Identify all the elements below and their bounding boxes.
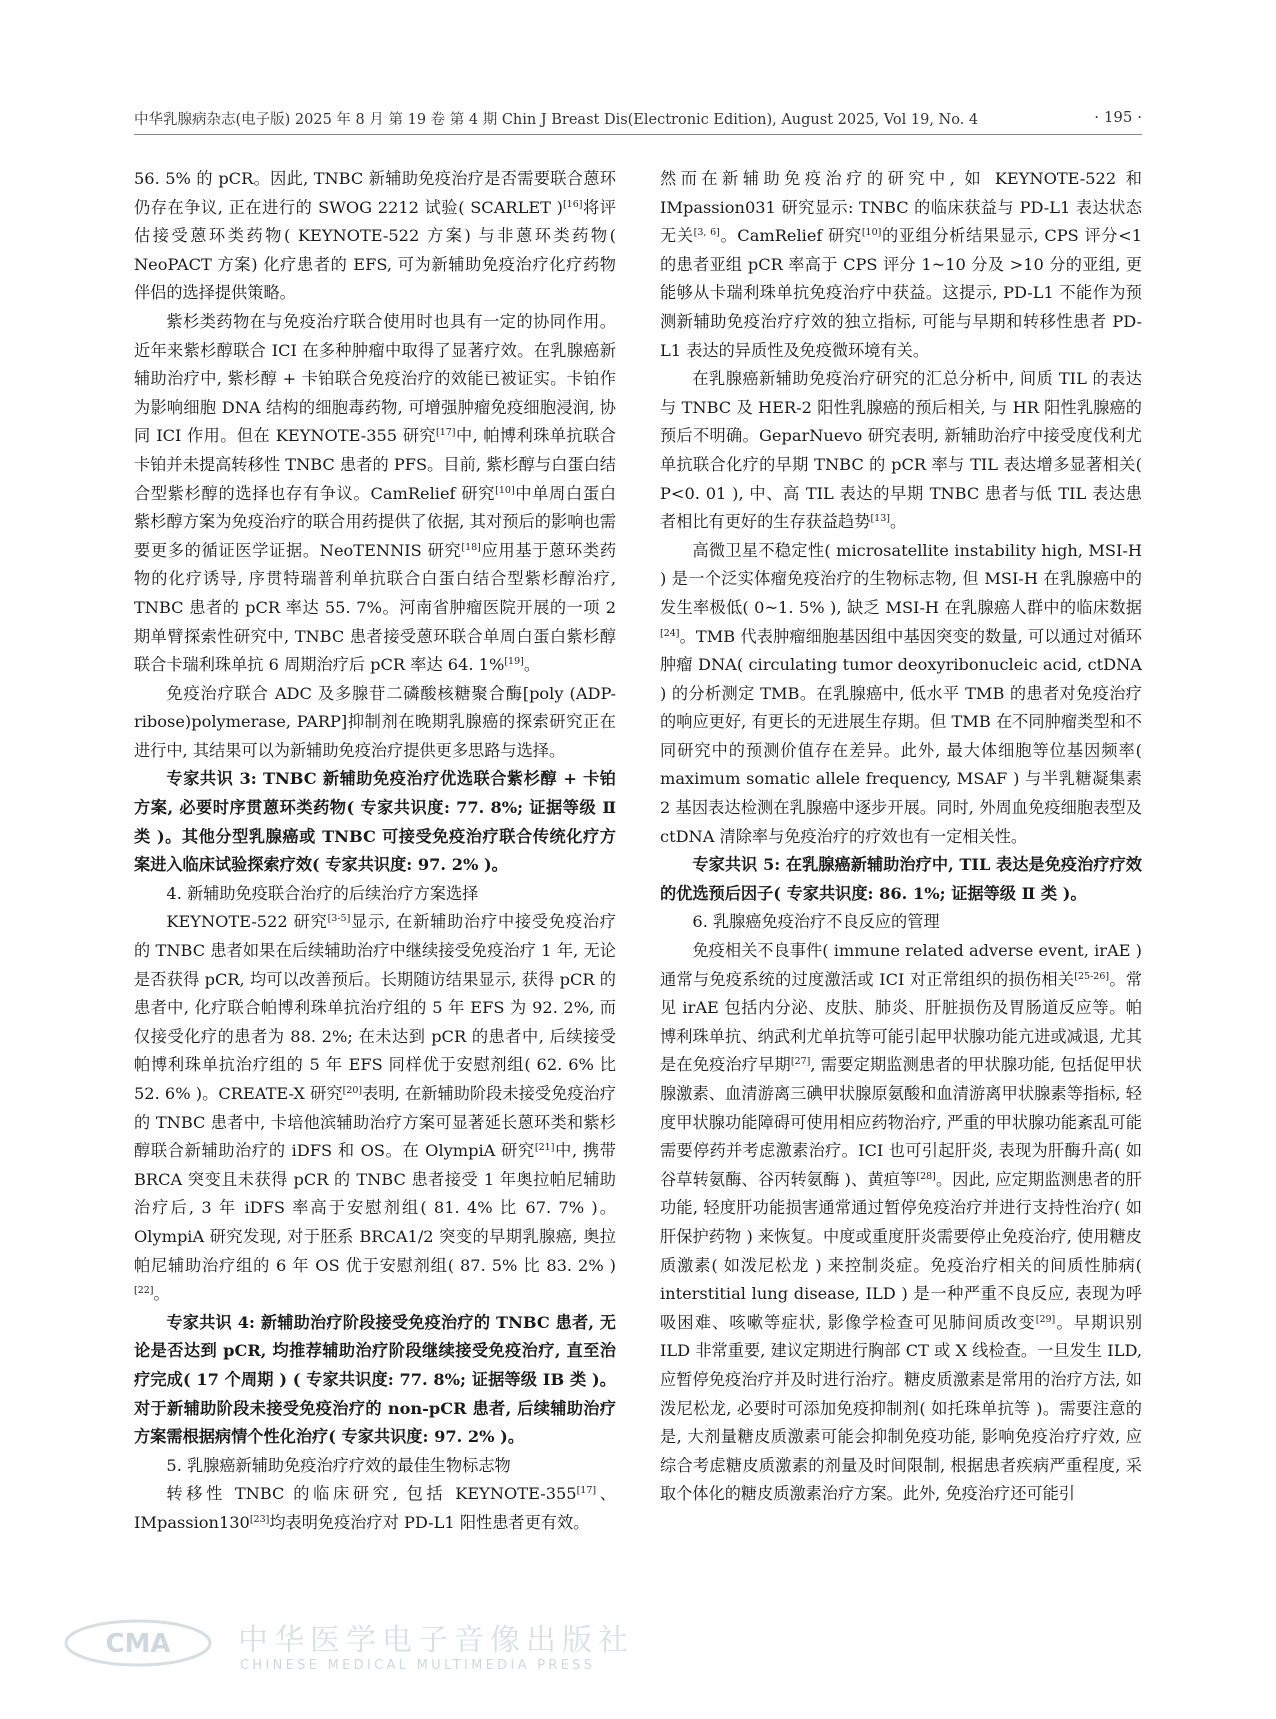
citation-ref: [13] — [870, 513, 890, 525]
body-paragraph — [134, 165, 616, 308]
logo-text: CMA — [105, 1629, 171, 1659]
citation-ref: [16] — [562, 198, 583, 210]
header-rule — [134, 134, 1142, 135]
text-run: , 需要定期监测患者的甲状腺功能, 包括促甲状腺激素、血清游离三碘甲状腺原氨酸和血清游离甲状腺素等指标, 轻度甲状腺功能障碍可使用相应药物治疗, 严重的甲状腺功能紊乱可能需要停药并考虑激素治疗。ICI 也可引起肝炎, 表现为肝酶升高( 如谷草转氨酶、谷丙转氨酶 )、黄疸等 — [660, 1055, 1142, 1189]
body-paragraph — [134, 680, 616, 766]
citation-ref: [22] — [134, 1285, 154, 1297]
text-run: 专家共识 3: TNBC 新辅助免疫治疗优选联合紫杉醇 + 卡铂方案, 必要时序贯蒽环类药物( 专家共识度: 77. 8%; 证据等级 Ⅱ 类 )。其他分型乳腺癌或 TNBC 可接受免疫治疗联合传统化疗方案进入临床试验探索疗效( 专家共识度: 97. 2% )。 — [134, 769, 616, 875]
citation-ref: [27] — [790, 1056, 811, 1068]
text-run: 、IMpassion130 — [134, 1484, 616, 1532]
citation-ref: [23] — [249, 1513, 270, 1525]
body-paragraph — [660, 537, 1142, 852]
section-heading — [134, 1452, 616, 1481]
citation-ref: [25-26] — [1074, 970, 1110, 982]
expert-consensus — [660, 851, 1142, 908]
body-paragraph — [660, 937, 1142, 1509]
publisher-logo — [60, 1613, 220, 1673]
text-run: 专家共识 5: 在乳腺癌新辅助治疗中, TIL 表达是免疫治疗疗效的优选预后因子( 专家共识度: 86. 1%; 证据等级 Ⅱ 类 )。 — [660, 855, 1142, 903]
text-run: 显示, 在新辅助治疗中接受免疫治疗的 TNBC 患者如果在后续辅助治疗中继续接受免疫治疗 1 年, 无论是否获得 pCR, 均可以改善预后。长期随访结果显示, 获得 pCR 的患者中, 化疗联合帕博利珠单抗治疗组的 5 年 EFS 为 92. 2%, 而仅接受化疗的患者为 88. 2%; 在未达到 pCR 的患者中, 后续接受帕博利珠单抗治疗组的 5 年 EFS 同样优于安慰剂组( 62. 6% 比 52. 6% )。CREATE-X 研究 — [134, 912, 616, 1103]
publisher-english-name: CHINESE MEDICAL MULTIMEDIA PRESS — [240, 1658, 596, 1673]
text-run: 高微卫星不稳定性( microsatellite instability high, MSI-H ) 是一个泛实体瘤免疫治疗的生物标志物, 但 MSI-H 在乳腺癌中的发生率极低( 0~1. 5% ), 缺乏 MSI-H 在乳腺癌人群中的临床数据 — [660, 540, 1142, 617]
text-run: 。常见 irAE 包括内分泌、皮肤、肺炎、肝脏损伤及胃肠道反应等。帕博利珠单抗、纳武利尤单抗等可能引起甲状腺功能亢进或减退, 尤其是在免疫治疗早期 — [660, 969, 1142, 1075]
text-run: 均表明免疫治疗对 PD-L1 阳性患者更有效。 — [269, 1512, 590, 1532]
section-heading — [660, 908, 1142, 937]
citation-ref: [10] — [861, 227, 882, 239]
citation-ref: [24] — [660, 627, 680, 639]
text-run: 。因此, 应定期监测患者的肝功能, 轻度肝功能损害通常通过暂停免疫治疗并进行支持性治疗( 如肝保护药物 ) 来恢复。中度或重度肝炎需要停止免疫治疗, 使用糖皮质激素( 如泼尼松龙 ) 来控制炎症。免疫治疗相关的间质性肺病( interstitial lung disease, ILD ) 是一种严重不良反应, 表现为呼吸困难、咳嗽等症状, 影像学检查可见肺间质改变 — [660, 1169, 1142, 1332]
citation-ref: [3-5] — [327, 913, 351, 925]
body-paragraph — [134, 908, 616, 1308]
text-run: 转移性 TNBC 的临床研究, 包括 KEYNOTE-355 — [166, 1484, 577, 1504]
citation-ref: [28] — [916, 1170, 936, 1182]
body-paragraph — [134, 1480, 616, 1537]
body-paragraph — [660, 165, 1142, 365]
text-run: 应用基于蒽环类药物的化疗诱导, 序贯特瑞普利单抗联合白蛋白结合型紫杉醇治疗, TNBC 患者的 pCR 率达 55. 7%。河南省肿瘤医院开展的一项 2 期单臂探索性研究中, TNBC 患者接受蒽环联合单周白蛋白紫杉醇联合卡瑞利珠单抗 6 周期治疗后 pCR 率达 64. 1% — [134, 540, 616, 675]
text-run: 免疫治疗联合 ADC 及多腺苷二磷酸核糖聚合酶[poly (ADP-ribose)polymerase, PARP]抑制剂在晚期乳腺癌的探索研究正在进行中, 其结果可以为新辅助免疫治疗提供更多思路与选择。 — [134, 683, 616, 760]
section-heading — [134, 880, 616, 909]
citation-ref: [20] — [342, 1085, 363, 1096]
body-paragraph — [134, 308, 616, 680]
citation-ref: [29] — [1035, 1313, 1056, 1325]
right-column — [660, 165, 1142, 1617]
text-run: 6. 乳腺癌免疫治疗不良反应的管理 — [692, 912, 940, 932]
citation-ref: [17] — [435, 427, 456, 439]
left-column — [134, 165, 616, 1617]
citation-ref: [10] — [495, 484, 515, 496]
text-run: 免疫相关不良事件( immune related adverse event, irAE ) 通常与免疫系统的过度激活或 ICI 对正常组织的损伤相关 — [660, 941, 1142, 989]
text-run: 的亚组分析结果显示, CPS 评分<1 的患者亚组 pCR 率高于 CPS 评分 1~10 分及 >10 分的亚组, 更能够从卡瑞利珠单抗免疫治疗中获益。这提示, PD-L1 不能作为预测新辅助免疫治疗疗效的独立指标, 可能与早期和转移性患者 PD-L1 表达的异质性及免疫微环境有关。 — [660, 226, 1142, 360]
text-run: 。 — [153, 1284, 170, 1304]
text-run: 然而在新辅助免疫治疗的研究中, 如 KEYNOTE-522 和 IMpassion031 研究显示: TNBC 的临床获益与 PD-L1 表达状态无关 — [660, 169, 1142, 246]
citation-ref: [3, 6] — [693, 227, 720, 239]
citation-ref: [21] — [534, 1142, 555, 1154]
text-run: KEYNOTE-522 研究 — [166, 912, 328, 932]
text-run: 4. 新辅助免疫联合治疗的后续治疗方案选择 — [166, 883, 479, 903]
text-run: 。TMB 代表肿瘤细胞基因组中基因突变的数量, 可以通过对循环肿瘤 DNA( circulating tumor deoxyribonucleic acid, ctDNA ) 的分析测定 TMB。在乳腺癌中, 低水平 TMB 的患者对免疫治疗的响应更好, 有更长的无进展生存期。但 TMB 在不同肿瘤类型和不同研究中的预测价值存在差异。此外, 最大体细胞等位基因频率( maximum somatic allele frequency, MSAF ) 与半乳糖凝集素 2 基因表达检测在乳腺癌中逐步开展。同时, 外周血免疫细胞表型及 ctDNA 清除率与免疫治疗的疗效也有一定相关性。 — [660, 626, 1142, 846]
expert-consensus — [134, 1309, 616, 1452]
text-run: 5. 乳腺癌新辅助免疫治疗疗效的最佳生物标志物 — [166, 1455, 511, 1475]
text-run: 将评估接受蒽环类药物( KEYNOTE-522 方案) 与非蒽环类药物( NeoPACT 方案) 化疗患者的 EFS, 可为新辅助免疫治疗化疗药物伴侣的选择提供策略。 — [134, 197, 616, 303]
citation-ref: [17] — [576, 1485, 597, 1497]
running-header — [134, 108, 1142, 130]
text-run: 表明, 在新辅助阶段未接受免疫治疗的 TNBC 患者中, 卡培他滨辅助治疗方案可显著延长蒽环类和紫杉醇联合新辅助治疗的 iDFS 和 OS。在 OlympiA 研究 — [134, 1084, 616, 1161]
body-paragraph — [660, 365, 1142, 537]
text-run: 中, 携带 BRCA 突变且未获得 pCR 的 TNBC 患者接受 1 年奥拉帕尼辅助治疗后, 3 年 iDFS 率高于安慰剂组( 81. 4% 比 67. 7% )。OlympiA 研究发现, 对于胚系 BRCA1/2 突变的早期乳腺癌, 奥拉帕尼辅助治疗组的 6 年 OS 优于安慰剂组( 87. 5% 比 83. 2% ) — [134, 1141, 616, 1275]
expert-consensus — [134, 765, 616, 879]
citation-ref: [18] — [461, 541, 481, 553]
text-run: 中单周白蛋白紫杉醇方案为免疫治疗的联合用药提供了依据, 其对预后的影响也需要更多的循证医学证据。NeoTENNIS 研究 — [134, 483, 616, 560]
page-number: · 195 · — [1094, 108, 1142, 126]
text-run: 。 — [889, 512, 907, 532]
citation-ref: [19] — [504, 656, 524, 668]
cma-logo-icon — [60, 1613, 220, 1673]
text-run: 在乳腺癌新辅助免疫治疗研究的汇总分析中, 间质 TIL 的表达与 TNBC 及 HER-2 阳性乳腺癌的预后相关, 与 HR 阳性乳腺癌的预后不明确。GeparNuevo 研究表明, 新辅助治疗中接受度伐利尤单抗联合化疗的早期 TNBC 的 pCR 率与 TIL 表达增多显著相关( P<0. 01 ), 中、高 TIL 表达的早期 TNBC 患者与低 TIL 表达患者相比有更好的生存获益趋势 — [660, 369, 1142, 532]
text-run: 。 — [523, 655, 541, 675]
text-run: 专家共识 4: 新辅助治疗阶段接受免疫治疗的 TNBC 患者, 无论是否达到 pCR, 均推荐辅助治疗阶段继续接受免疫治疗, 直至治疗完成( 17 个周期 ) ( 专家共识度: 77. 8%; 证据等级 ⅠB 类 )。对于新辅助阶段未接受免疫治疗的 non-pCR 患者, 后续辅助治疗方案需根据病情个性化治疗( 专家共识度: 97. 2% )。 — [134, 1312, 616, 1447]
text-run: 。早期识别 ILD 非常重要, 建议定期进行胸部 CT 或 X 线检查。一旦发生 ILD, 应暂停免疫治疗并及时进行治疗。糖皮质激素是常用的治疗方法, 如泼尼松龙, 必要时可添加免疫抑制剂( 如托珠单抗等 )。需要注意的是, 大剂量糖皮质激素可能会抑制免疫功能, 影响免疫治疗疗效, 应综合考虑糖皮质激素的剂量及时间限制, 根据患者疾病严重程度, 采取个体化的糖皮质激素治疗方案。此外, 免疫治疗还可能引 — [660, 1312, 1142, 1504]
journal-citation: 中华乳腺病杂志(电子版) 2025 年 8 月 第 19 卷 第 4 期 Chin J Breast Dis(Electronic Edition), August 2025, Vol 19, No. 4 — [134, 112, 979, 128]
text-run: 。CamRelief 研究 — [719, 226, 862, 246]
text-run: 紫杉类药物在与免疫治疗联合使用时也具有一定的协同作用。近年来紫杉醇联合 ICI 在多种肿瘤中取得了显著疗效。在乳腺癌新辅助治疗中, 紫杉醇 + 卡铂联合免疫治疗的效能已被证实。卡铂作为影响细胞 DNA 结构的细胞毒药物, 可增强肿瘤免疫细胞浸润, 协同 ICI 作用。但在 KEYNOTE-355 研究 — [134, 311, 616, 446]
publisher-name: 中华医学电子音像出版社 — [238, 1623, 634, 1658]
text-run: 56. 5% 的 pCR。因此, TNBC 新辅助免疫治疗是否需要联合蒽环仍存在争议, 正在进行的 SWOG 2212 试验( SCARLET ) — [134, 169, 616, 217]
text-run: 中, 帕博利珠单抗联合卡铂并未提高转移性 TNBC 患者的 PFS。目前, 紫杉醇与白蛋白结合型紫杉醇的选择也存有争议。CamRelief 研究 — [134, 426, 616, 503]
